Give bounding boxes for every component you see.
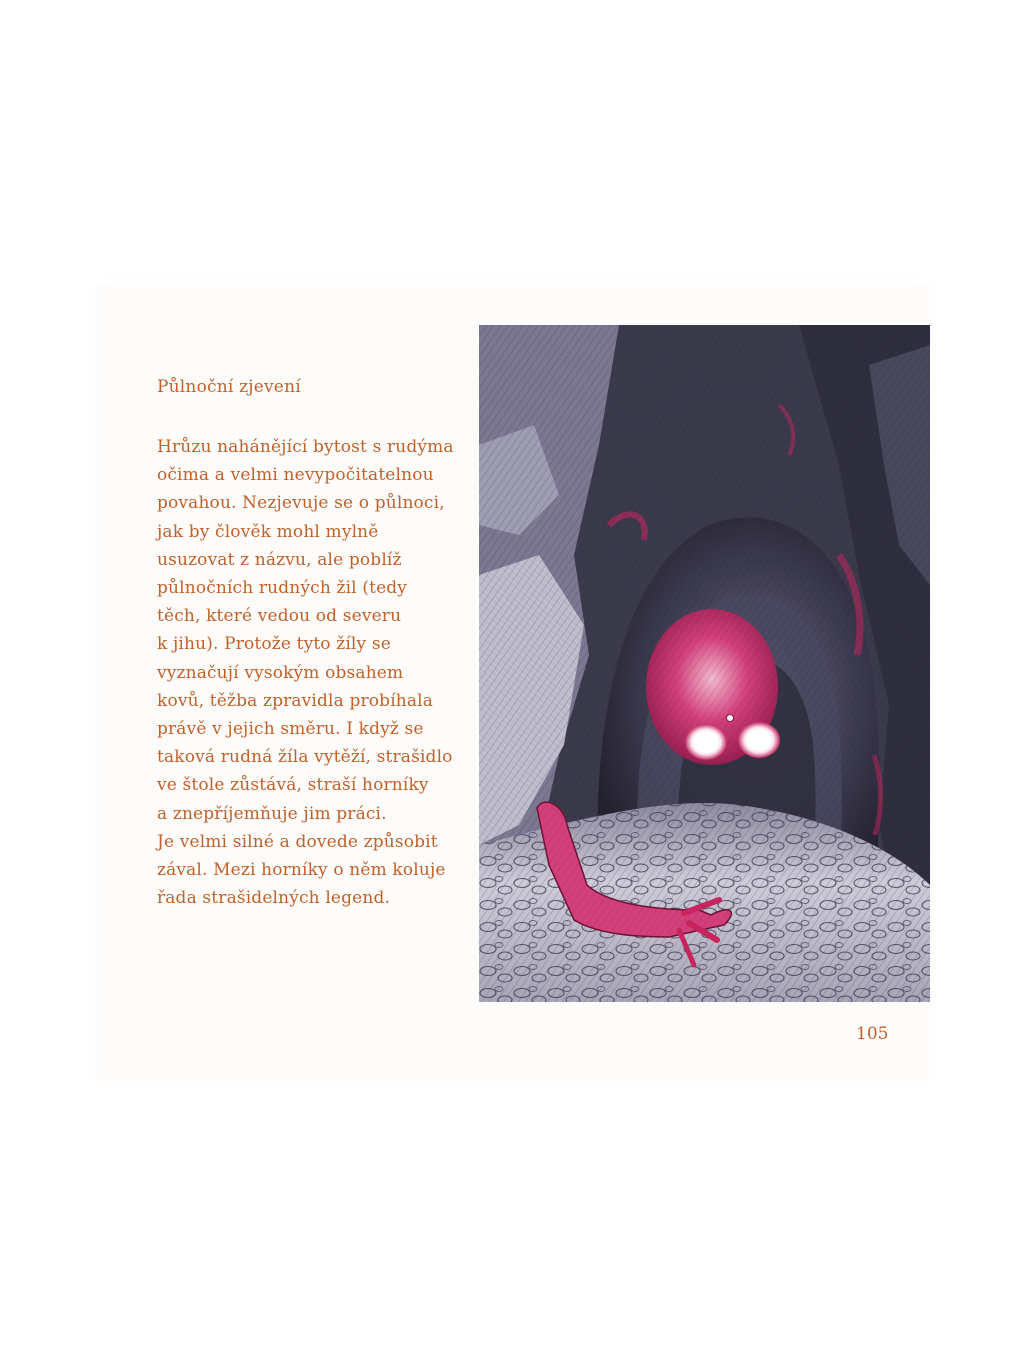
text-line: řada strašidelných legend. [157,888,391,909]
text-line: těch, které vedou od severu [157,606,402,627]
page-number: 105 [856,1024,889,1044]
text-line: a znepříjemňuje jim práci. [157,803,387,824]
text-line: povahou. Nezjevuje se o půlnoci, [157,493,445,514]
text-line: Hrůzu nahánějící bytost s rudýma [157,437,454,457]
cave-creature-illustration [479,325,930,1002]
body-text [157,433,467,912]
text-line: k jihu). Protože tyto žíly se [157,634,391,655]
text-line: půlnočních rudných žil (tedy [157,578,408,599]
text-line: jak by člověk mohl mylně [157,521,379,542]
text-line: Je velmi silné a dovede způsobit [157,831,438,852]
page-title: Půlnoční zjevení [157,377,301,397]
text-line: kovů, těžba zpravidla probíhala [157,690,434,711]
text-line: očima a velmi nevypočitatelnou [157,465,434,486]
text-line: zával. Mezi horníky o něm koluje [157,860,446,881]
text-line: právě v jejich směru. I když se [157,719,424,740]
text-line: vyznačují vysokým obsahem [157,662,404,683]
text-line: taková rudná žíla vytěží, strašidlo [157,747,453,768]
text-line: ve štole zůstává, straší horníky [157,775,429,796]
text-line: usuzovat z názvu, ale poblíž [157,549,402,570]
